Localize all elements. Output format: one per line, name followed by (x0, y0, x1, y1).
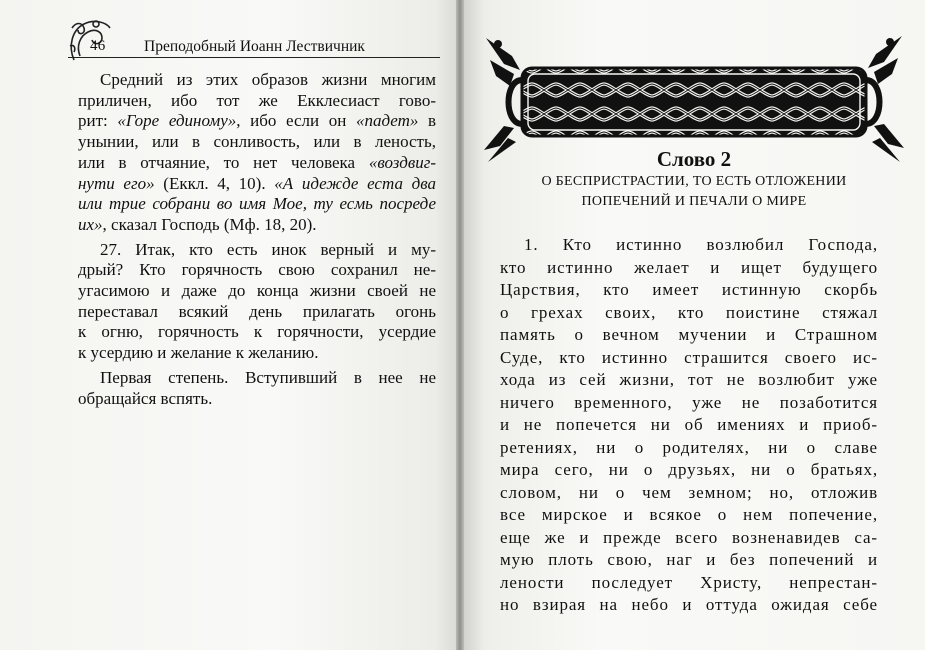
text-line: но взирая на небо и оттуда ожидая себе (500, 595, 878, 614)
text-line (78, 194, 436, 215)
italic-quote-run: их» (78, 214, 103, 234)
text-line (78, 389, 436, 410)
text-line: Царствия, кто имеет истинную скорбь (500, 280, 878, 299)
text-line: ничего временного, уже не позаботится (500, 392, 878, 412)
text-line (78, 91, 436, 112)
page-number: 46 (90, 38, 106, 54)
text-line (78, 281, 436, 302)
text-line: словом, ни о чем земном; но, отложив (500, 482, 878, 502)
text-line: лености последует Христу, непрестан- (500, 572, 878, 592)
left-page-body (78, 70, 436, 413)
text-line: ретениях, ни о родителях, ни о славе (500, 437, 878, 457)
text-run: унынии, или в сонливость, или в леность, (78, 132, 436, 152)
text-run: угасимою и даже до конца жизни своей не (78, 281, 436, 301)
italic-quote-run: «Горе единому» (117, 111, 237, 131)
chapter-subtitle-line: О БЕСПРИСТРАСТИИ, ТО ЕСТЬ ОТЛОЖЕНИИ (541, 174, 847, 189)
book-gutter (456, 0, 464, 650)
text-line: мира сего, ни о друзьях, ни о братьях, (500, 460, 878, 479)
text-run: Средний из этих образов жизни многим (100, 70, 436, 89)
text-line (78, 70, 436, 91)
knotwork-headpiece-icon (484, 30, 904, 165)
paragraph-27 (78, 240, 436, 364)
text-line: о грехах своих, кто поистине стяжал (500, 302, 878, 322)
text-run: дрый? Кто горячность свою сохранил не- (78, 260, 436, 280)
text-line: и не попечется ни об имениях и приоб- (500, 415, 878, 434)
italic-quote-run: или трие собрани во имя Мое, ту есмь посреде (78, 194, 436, 214)
text-line: все мирское и всякое о нем попечение, (500, 505, 878, 524)
text-line (78, 260, 436, 281)
paragraph-first-degree (78, 368, 436, 409)
text-line (78, 343, 436, 364)
text-line (78, 215, 436, 236)
text-run: или в отчаяние, то нет человека (78, 152, 369, 172)
text-run: , ибо если он (236, 111, 356, 131)
italic-quote-run: «падет» (355, 111, 419, 131)
text-line: 1. Кто истинно возлюбил Господа, (524, 235, 878, 254)
text-line (78, 302, 436, 323)
text-run: рит: (78, 111, 118, 131)
text-line (78, 240, 436, 261)
text-run: (Еккл. 4, 10). (154, 173, 275, 193)
text-line (78, 111, 436, 132)
text-line: память о вечном мучении и Страшном (500, 325, 878, 344)
chapter-subtitle (478, 172, 910, 212)
text-line: хода из сей жизни, тот не возлюбит уже (500, 370, 878, 389)
text-line (78, 322, 436, 343)
italic-quote-run: «А идежде еста два (274, 173, 436, 193)
text-run: приличен, ибо тот же Екклесиаст гово- (78, 90, 436, 110)
running-title: Преподобный Иоанн Лествичник (144, 38, 365, 55)
text-line (78, 153, 436, 174)
text-line: Суде, кто истинно страшится своего ис- (500, 347, 878, 367)
text-run: Первая степень. Вступивший в нее не (100, 367, 436, 387)
text-run: 27. Итак, кто есть инок верный и му- (100, 239, 436, 259)
running-header (68, 30, 440, 58)
chapter-title: Слово 2 (656, 147, 732, 171)
text-run: к усердию и желание к желанию. (78, 343, 319, 363)
text-line: еще же и прежде всего возненавидев са- (500, 527, 878, 547)
right-page-body (500, 234, 878, 617)
text-line: кто истинно желает и ищет будущего (500, 257, 878, 277)
italic-quote-run: «воздвиг- (368, 152, 436, 172)
chapter-subtitle-line: ПОПЕЧЕНИЙ И ПЕЧАЛИ О МИРЕ (581, 194, 807, 209)
text-run: обращайся вспять. (78, 388, 213, 408)
text-line (78, 132, 436, 153)
italic-quote-run: нути его» (78, 173, 155, 193)
text-line (78, 368, 436, 389)
paragraph-quote (78, 70, 436, 236)
text-run: , сказал Господь (Мф. 18, 20). (102, 214, 317, 234)
text-run: переставал всякий день прилагать огонь (78, 301, 436, 321)
text-run: к огню, горячность к горячности, усердие (78, 322, 436, 342)
text-line (78, 174, 436, 195)
text-run: в (418, 111, 436, 131)
text-line: мую плоть свою, наг и без попечений и (500, 550, 878, 569)
